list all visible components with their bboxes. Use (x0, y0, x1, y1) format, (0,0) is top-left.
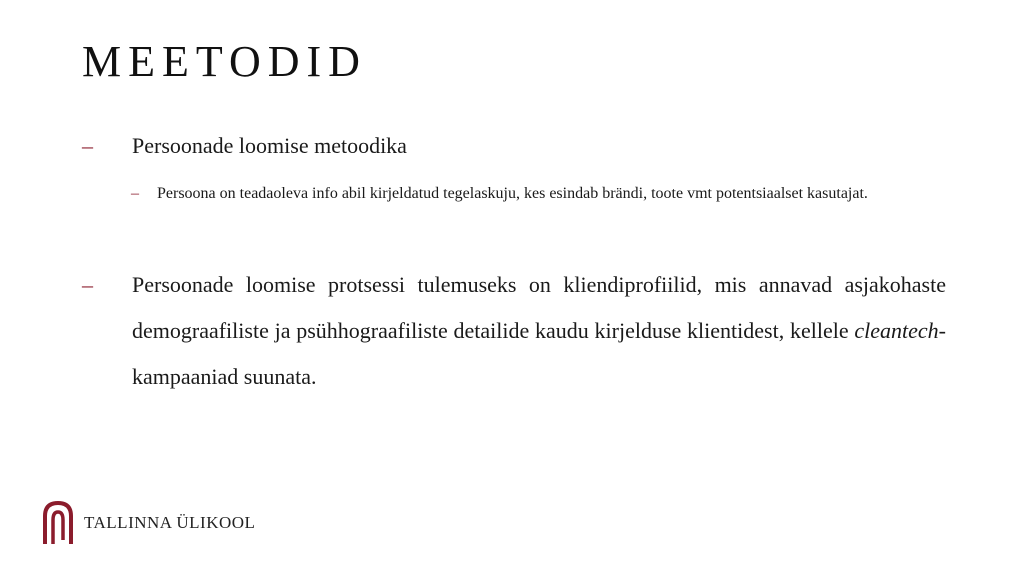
logo-text: TALLINNA ÜLIKOOL (84, 513, 256, 532)
slide-title: MEETODID (82, 37, 367, 86)
bullet-text-part: -kampaaniad suunata. (132, 318, 946, 389)
bullet-text-italic: cleantech (854, 318, 939, 343)
bullet-item (82, 130, 946, 162)
bullet-item (82, 262, 946, 400)
bullet-text-part: Persoonade loomise protsessi tulemuseks on kliendiprofiilid, mis annavad asjakohaste demograafiliste ja psühhograafiliste detailide kaudu kirjelduse klientidest, kellele (132, 272, 946, 343)
bullet-text: Persoonade loomise metoodika (132, 133, 407, 158)
sub-bullet-text: Persoona on teadaoleva info abil kirjeldatud tegelaskuju, kes esindab brändi, toote vmt potentsiaalset kasutajat. (157, 185, 868, 202)
bullet-text (132, 262, 946, 400)
bullet-marker: – (131, 185, 139, 202)
bullet-marker: – (82, 133, 93, 158)
bullet-marker: – (82, 272, 93, 297)
university-logo (42, 500, 255, 546)
sub-bullet-item (131, 176, 946, 211)
tallinn-university-arch-icon (42, 500, 74, 546)
